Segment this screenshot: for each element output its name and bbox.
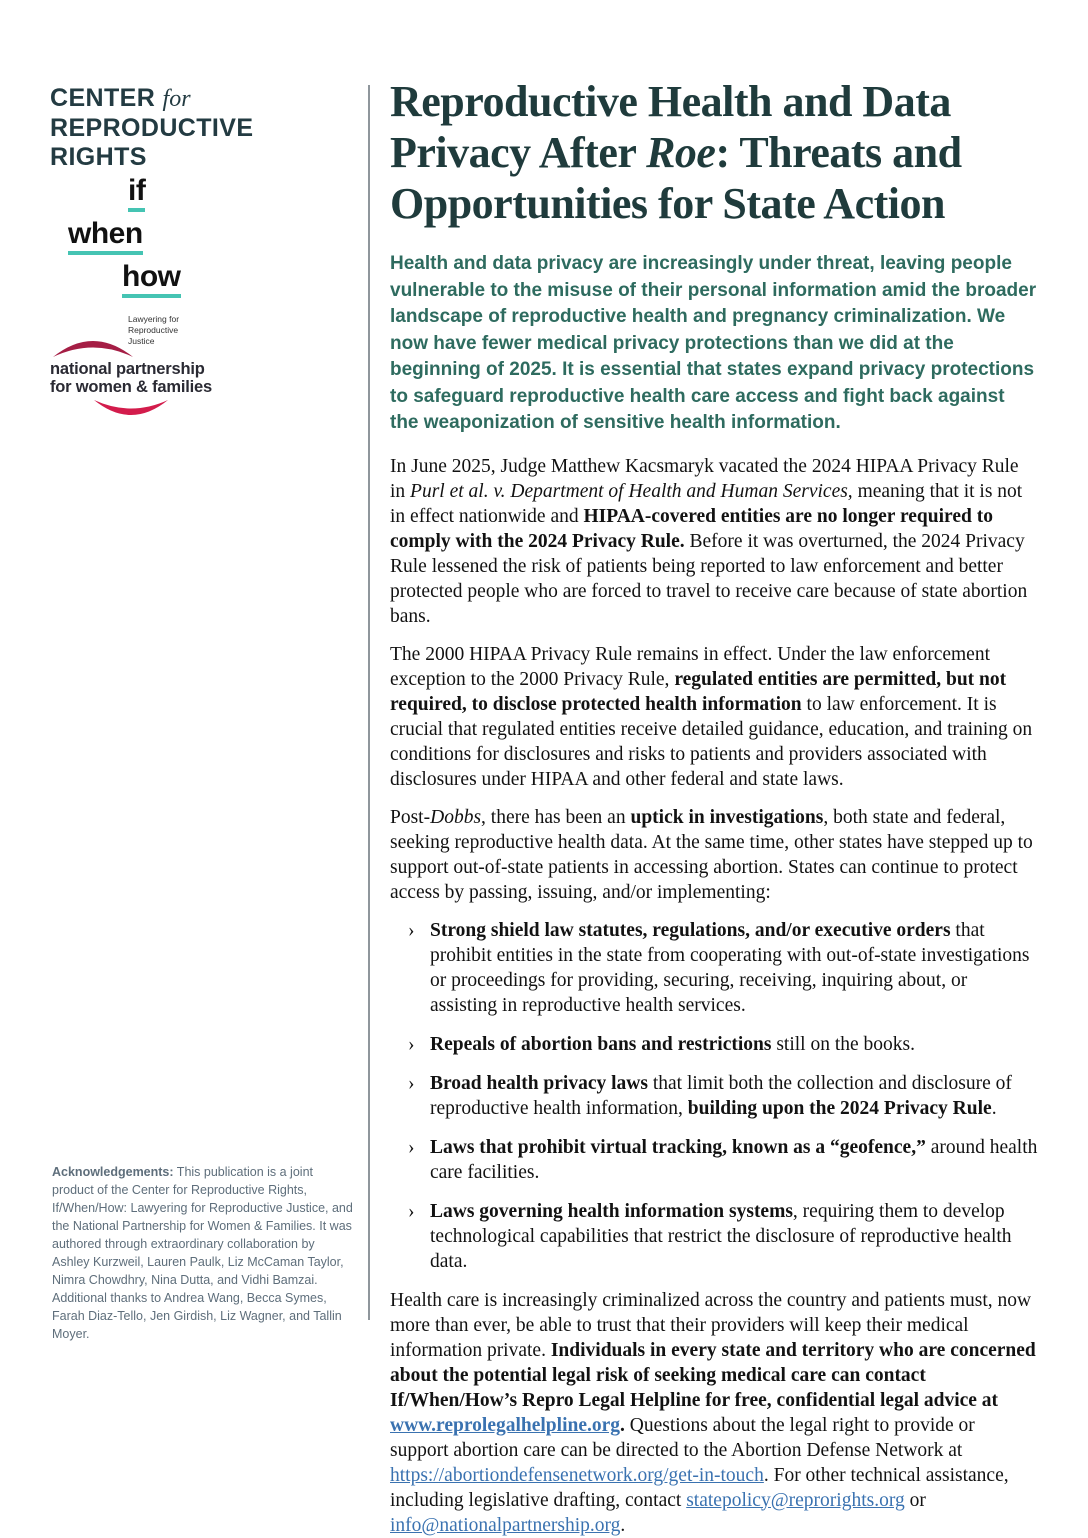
closing-paragraph: Health care is increasingly criminalized across the country and patients must, now more than ever, be able to trust that their providers will keep their medical information private. Individuals in every state and territory who are concerned about the potential legal risk of seeking medical care can contact If/When/How’s Repro Legal Helpline for free, confidential legal advice at www.reprolegalhelpline.org. Questions about the legal right to provide or support abortion care can be directed to the Abortion Defense Network at https://abortiondefensenetwork.org/get-in-touch. For other technical assistance, including legislative drafting, contact statepolicy@reprorights.org or info@nationalpartnership.org. [390, 1289, 1036, 1536]
bullet-marker: › [408, 1200, 415, 1222]
national-partnership-logo [50, 334, 225, 423]
body-paragraph: In June 2025, Judge Matthew Kacsmaryk vacated the 2024 HIPAA Privacy Rule in Purl et al. v. Department of Health and Human Services, meaning that it is not in effect nationwide and HIPAA-covered entities are no longer required to comply with the 2024 Privacy Rule. Before it was overturned, the 2024 Privacy Rule lessened the risk of patients being reported to law enforcement and better protected people who are forced to travel to receive care because of state abortion bans. [390, 455, 1028, 627]
bullet-item [390, 1135, 1038, 1185]
bullet-text: Repeals of abortion bans and restrictions still on the books. [430, 1033, 915, 1055]
sidebar [50, 0, 358, 1408]
crr-logo-line3: RIGHTS [50, 143, 147, 171]
np-logo-text: national partnership for women & families [50, 360, 212, 396]
intro-paragraph: Health and data privacy are increasingly under threat, leaving people vulnerable to the misuse of their personal information amid the broader landscape of reproductive health and pregnancy criminalization. We now have fewer medical privacy protections than we did at the beginning of 2025. It is essential that states expand privacy protections to safeguard reproductive health care access and fight back against the weaponization of sensitive health information. [390, 253, 1037, 433]
iwh-word-when: when [68, 219, 143, 255]
acknowledgements-label: Acknowledgements: [52, 1165, 174, 1179]
crr-logo-line1: CENTER for [50, 84, 191, 112]
acknowledgements [52, 1163, 354, 1343]
column-divider [368, 85, 370, 1320]
article-column [390, 76, 1038, 1538]
bullet-text: Laws that prohibit virtual tracking, known as a “geofence,” around health care facilities. [430, 1136, 1038, 1183]
text-link[interactable]: statepolicy@reprorights.org [686, 1489, 905, 1511]
bullet-text: Broad health privacy laws that limit both the collection and disclosure of reproductive health information, building upon the 2024 Privacy Rule. [430, 1072, 1012, 1119]
crr-logo-line2: REPRODUCTIVE [50, 114, 254, 142]
bullet-marker: › [408, 919, 415, 941]
bullet-list [390, 918, 1038, 1274]
text-link[interactable]: www.reprolegalhelpline.org [390, 1414, 621, 1436]
body-paragraph: Post-Dobbs, there has been an uptick in investigations, both state and federal, seeking reproductive health data. At the same time, other states have stepped up to support out-of-state patients in accessing abortion. States can continue to protect access by passing, issuing, and/or implementing: [390, 806, 1033, 903]
center-for-reproductive-rights-logo [50, 84, 253, 172]
acknowledgements-text: This publication is a joint product of the Center for Reproductive Rights, If/When/How: Lawyering for Reproductive Justice, and the National Partnership for Women & Families. It was authored through extraordinary collaboration by Ashley Kurzweil, Lauren Paulk, Liz McCaman Taylor, Nimra Chowdhry, Nina Dutta, and Vidhi Bamzai. Additional thanks to Andrea Wang, Becca Symes, Farah Diaz-Tello, Jen Girdish, Liz Wagner, and Tallin Moyer. [52, 1165, 353, 1341]
iwh-word-if: if [128, 176, 145, 212]
if-when-how-logo [50, 176, 280, 347]
body-paragraph: The 2000 HIPAA Privacy Rule remains in effect. Under the law enforcement exception to the 2000 Privacy Rule, regulated entities are permitted, but not required, to disclose protected health information to law enforcement. It is crucial that regulated entities receive detailed guidance, education, and training on conditions for disclosures and risks to patients and providers associated with disclosures under HIPAA and other federal and state laws. [390, 643, 1033, 790]
iwh-word-how: how [122, 262, 181, 298]
bullet-item [390, 1032, 1038, 1057]
np-bottom-arc-icon [94, 399, 168, 423]
bullet-marker: › [408, 1136, 415, 1158]
bullet-item [390, 918, 1038, 1018]
bullet-text: Strong shield law statutes, regulations, and/or executive orders that prohibit entities in the state from cooperating with out-of-state investigations or proceedings for providing, securing, receiving, inquiring about, or assisting in reproductive health services. [430, 919, 1030, 1016]
bullet-item [390, 1199, 1038, 1274]
bullet-marker: › [408, 1033, 415, 1055]
text-link[interactable]: https://abortiondefensenetwork.org/get-in-touch [390, 1464, 764, 1486]
iwh-tagline: Lawyering for Reproductive Justice [128, 314, 180, 346]
bullet-item [390, 1071, 1038, 1121]
np-top-arc-icon [53, 334, 133, 359]
page-title: Reproductive Health and Data Privacy After Roe: Threats and Opportunities for State Action [390, 77, 962, 228]
bullet-text: Laws governing health information systems, requiring them to develop technological capabilities that restrict the disclosure of reproductive health data. [430, 1200, 1012, 1272]
text-link[interactable]: info@nationalpartnership.org [390, 1514, 621, 1536]
bullet-marker: › [408, 1072, 415, 1094]
